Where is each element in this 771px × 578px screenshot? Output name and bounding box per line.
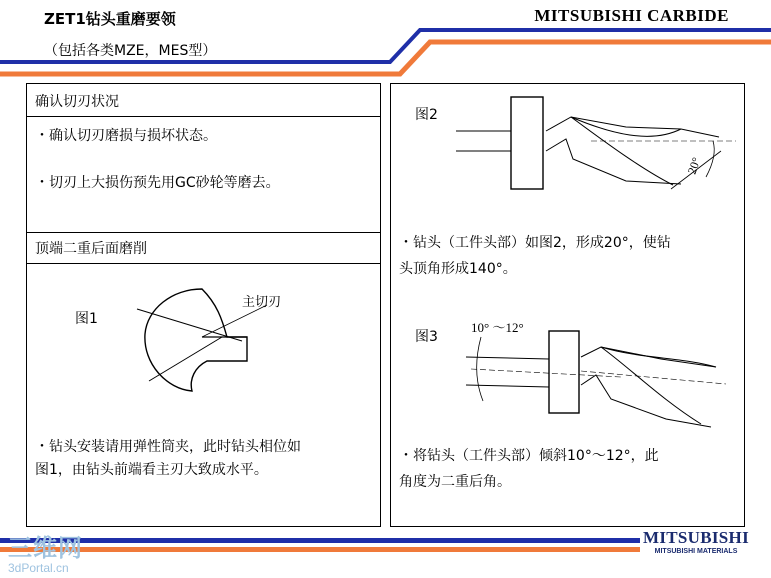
figure3-grinding-diagram [461, 329, 731, 439]
logo-main-text: MITSUBISHI [643, 528, 749, 547]
watermark-bottom: 3dPortal.cn [8, 561, 69, 575]
watermark-top: 三维网 [8, 535, 83, 562]
watermark [8, 528, 83, 575]
figure2-text-line2: 头顶角形成140°。 [399, 261, 517, 277]
section2-heading: 顶端二重后面磨削 [35, 241, 147, 257]
page-subtitle: （包括各类MZE，MES型） [44, 43, 217, 59]
figure3-text-line1: ・将钻头（工件头部）倾斜10°～12°，此 [399, 448, 659, 464]
figure2-label: 图2 [415, 107, 438, 123]
section1-item-1: ・确认切刃磨损与损坏状态。 [35, 128, 217, 144]
divider [27, 263, 380, 264]
left-panel [26, 83, 381, 527]
brand-name: MITSUBISHI CARBIDE [534, 6, 729, 25]
page-title: ZET1钻头重磨要领 [44, 10, 176, 28]
section1-item-2: ・切刃上大损伤预先用GC砂轮等磨去。 [35, 175, 280, 191]
section2-text-line2: 图1，由钻头前端看主刃大致成水平。 [35, 462, 268, 478]
divider [27, 232, 380, 233]
figure3-label: 图3 [415, 329, 438, 345]
section1-heading: 确认切刃状况 [35, 94, 119, 110]
mitsubishi-logo [643, 528, 749, 555]
figure3-angle-label: 10° ～12° [471, 320, 524, 335]
figure2-angle-label: 20° [684, 155, 704, 177]
logo-sub-text: MITSUBISHI MATERIALS [654, 548, 738, 555]
figure1-label: 图1 [75, 311, 98, 327]
main-cutting-edge-annotation: 主切刃 [242, 295, 282, 310]
divider [27, 116, 380, 117]
figure3-text-line2: 角度为二重后角。 [399, 474, 511, 490]
figure2-grinding-diagram [451, 89, 741, 204]
figure2-text-line1: ・钻头（工件头部）如图2，形成20°，使钻 [399, 235, 671, 251]
header-stripes [0, 0, 771, 80]
right-panel [390, 83, 745, 527]
section2-text-line1: ・钻头安装请用弹性筒夹，此时钻头相位如 [35, 439, 301, 455]
